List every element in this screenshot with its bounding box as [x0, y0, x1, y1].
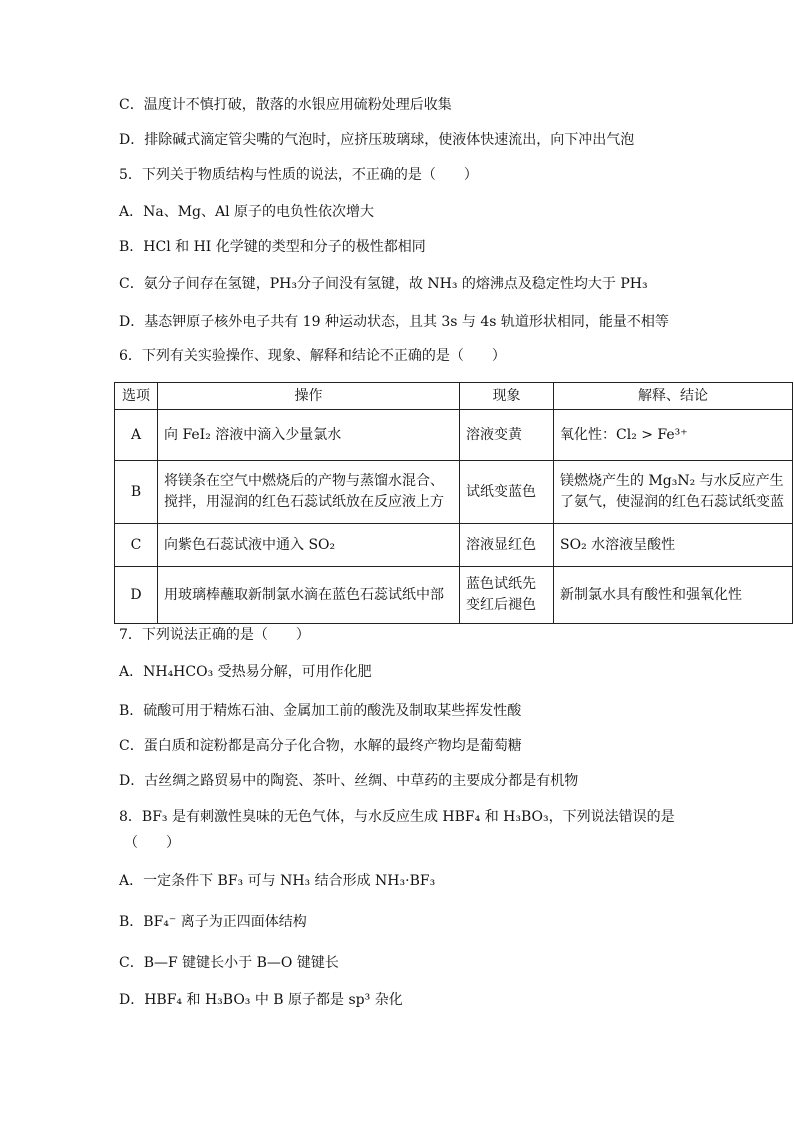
q5-option-a: A．Na、Mg、Al 原子的电负性依次增大 — [119, 204, 375, 220]
row-operation: 向紫色石蕊试液中通入 SO₂ — [158, 524, 460, 567]
row-explanation: 氧化性：Cl₂ > Fe³⁺ — [554, 410, 793, 461]
q8-option-b: B．BF₄⁻ 离子为正四面体结构 — [119, 914, 307, 930]
row-operation: 将镁条在空气中燃烧后的产物与蒸馏水混合、搅拌，用湿润的红色石蕊试纸放在反应液上方 — [158, 461, 460, 524]
q7-option-b: B．硫酸可用于精炼石油、金属加工前的酸洗及制取某些挥发性酸 — [119, 703, 522, 719]
q8-option-d: D．HBF₄ 和 H₃BO₃ 中 B 原子都是 sp³ 杂化 — [119, 992, 403, 1008]
q6-table — [114, 382, 793, 624]
row-operation: 用玻璃棒蘸取新制氯水滴在蓝色石蕊试纸中部 — [158, 567, 460, 624]
row-explanation: 镁燃烧产生的 Mg₃N₂ 与水反应产生了氨气，使湿润的红色石蕊试纸变蓝 — [554, 461, 793, 524]
header-phenomenon: 现象 — [460, 383, 554, 410]
row-phenomenon: 试纸变蓝色 — [460, 461, 554, 524]
q5-option-c: C．氨分子间存在氢键，PH₃分子间没有氢键，故 NH₃ 的熔沸点及稳定性均大于 PH₃ — [119, 276, 648, 292]
table-row — [115, 410, 793, 461]
row-option: C — [115, 524, 158, 567]
row-explanation: SO₂ 水溶液呈酸性 — [554, 524, 793, 567]
table-row — [115, 524, 793, 567]
q4-option-c: C．温度计不慎打破，散落的水银应用硫粉处理后收集 — [119, 97, 452, 113]
q6-stem: 6．下列有关实验操作、现象、解释和结论不正确的是（ ） — [119, 348, 506, 364]
q8-stem-bracket: （ ） — [124, 835, 180, 851]
q7-stem: 7．下列说法正确的是（ ） — [119, 627, 310, 643]
row-option: D — [115, 567, 158, 624]
table-header-row — [115, 383, 793, 410]
q5-stem: 5．下列关于物质结构与性质的说法，不正确的是（ ） — [119, 167, 478, 183]
row-phenomenon: 蓝色试纸先变红后褪色 — [460, 567, 554, 624]
q8-option-a: A．一定条件下 BF₃ 可与 NH₃ 结合形成 NH₃·BF₃ — [119, 873, 436, 889]
row-option: A — [115, 410, 158, 461]
q4-option-d: D．排除碱式滴定管尖嘴的气泡时，应挤压玻璃球，使液体快速流出，向下冲出气泡 — [119, 132, 635, 148]
q5-option-d: D．基态钾原子核外电子共有 19 种运动状态，且其 3s 与 4s 轨道形状相同，能量不相等 — [119, 314, 669, 330]
header-operation: 操作 — [158, 383, 460, 410]
q7-option-c: C．蛋白质和淀粉都是高分子化合物，水解的最终产物均是葡萄糖 — [119, 738, 522, 754]
q8-option-c: C．B—F 键键长小于 B—O 键键长 — [119, 955, 339, 971]
row-phenomenon: 溶液显红色 — [460, 524, 554, 567]
row-operation: 向 FeI₂ 溶液中滴入少量氯水 — [158, 410, 460, 461]
header-option: 选项 — [115, 383, 158, 410]
header-explanation: 解释、结论 — [554, 383, 793, 410]
q8-stem: 8．BF₃ 是有刺激性臭味的无色气体，与水反应生成 HBF₄ 和 H₃BO₃，下列说法错误的是 — [119, 809, 675, 825]
table-row — [115, 567, 793, 624]
table-row — [115, 461, 793, 524]
q7-option-a: A．NH₄HCO₃ 受热易分解，可用作化肥 — [119, 664, 372, 680]
row-explanation: 新制氯水具有酸性和强氧化性 — [554, 567, 793, 624]
row-phenomenon: 溶液变黄 — [460, 410, 554, 461]
q5-option-b: B．HCl 和 HI 化学键的类型和分子的极性都相同 — [119, 239, 426, 255]
row-option: B — [115, 461, 158, 524]
q7-option-d: D．古丝绸之路贸易中的陶瓷、茶叶、丝绸、中草药的主要成分都是有机物 — [119, 773, 579, 789]
